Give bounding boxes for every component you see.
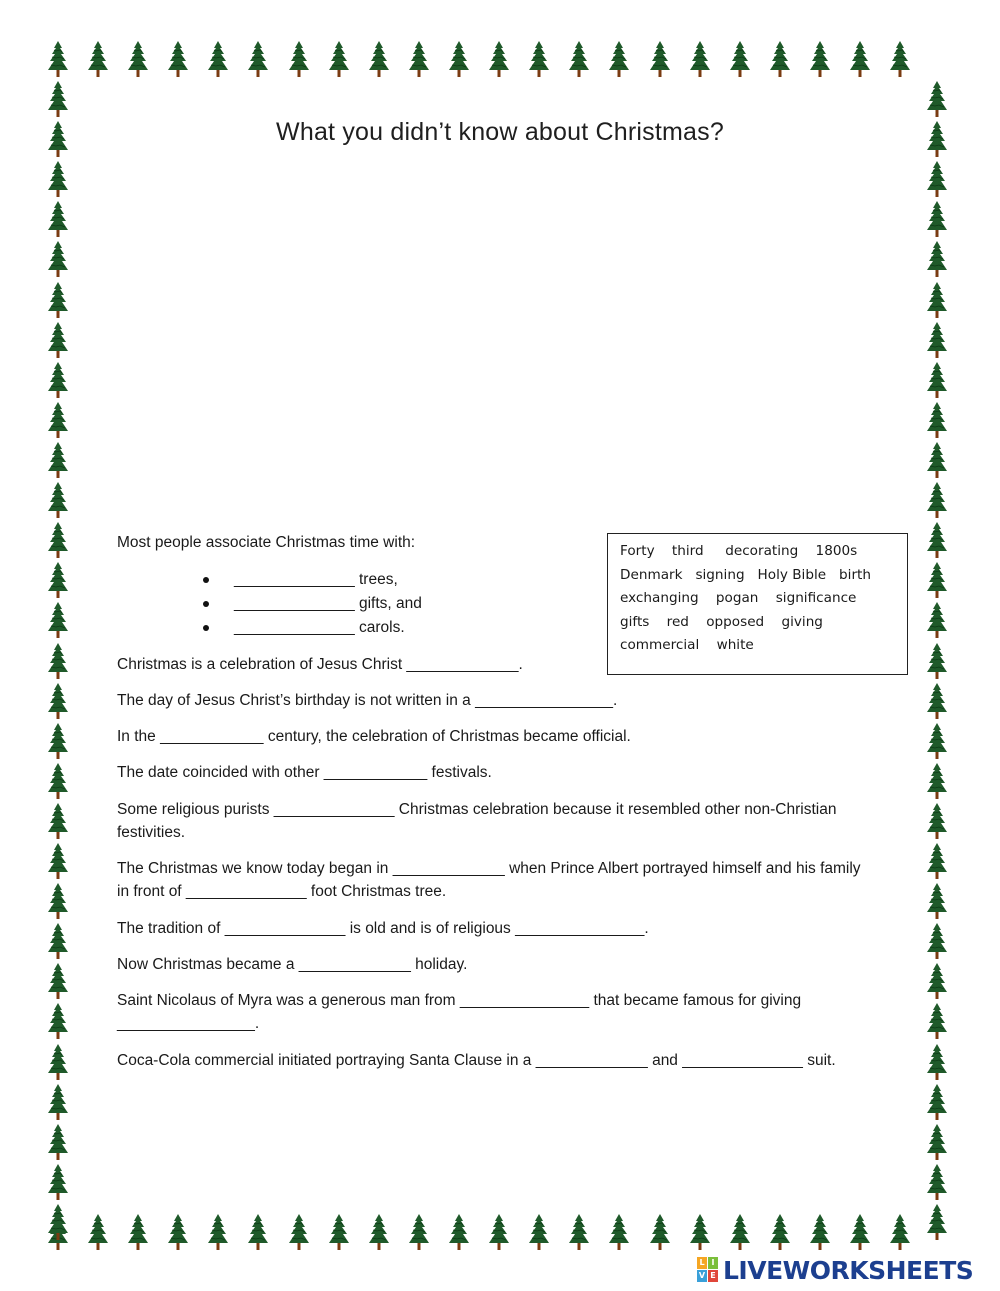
christmas-tree-icon — [927, 81, 947, 117]
logo-text: LIVEWORKSHEETS — [723, 1255, 974, 1285]
christmas-tree-icon — [927, 241, 947, 277]
word-bank-line: gifts red opposed giving — [620, 614, 823, 630]
christmas-tree-icon — [690, 1214, 710, 1250]
christmas-tree-icon — [569, 1214, 589, 1250]
christmas-tree-icon — [927, 1044, 947, 1080]
christmas-tree-icon — [890, 1214, 910, 1250]
christmas-tree-icon — [850, 1214, 870, 1250]
christmas-tree-icon — [927, 843, 947, 879]
christmas-tree-icon — [248, 1214, 268, 1250]
bullet-text: ______________ gifts, and — [234, 595, 422, 612]
bullet-dot — [203, 625, 209, 631]
christmas-tree-icon — [609, 1214, 629, 1250]
christmas-tree-icon — [927, 442, 947, 478]
bullet-text: ______________ carols. — [234, 619, 405, 636]
bullet-dot — [203, 601, 209, 607]
christmas-tree-icon — [48, 1204, 68, 1240]
christmas-tree-icon — [409, 41, 429, 77]
christmas-tree-icon — [48, 442, 68, 478]
bullet-dot — [203, 577, 209, 583]
christmas-tree-icon — [810, 41, 830, 77]
word-bank-line: Forty third decorating 1800s — [620, 543, 858, 559]
christmas-tree-icon — [289, 41, 309, 77]
christmas-tree-icon — [48, 643, 68, 679]
bullet-text: ______________ trees, — [234, 571, 398, 588]
christmas-tree-icon — [48, 1003, 68, 1039]
christmas-tree-icon — [48, 923, 68, 959]
sentence-1: Christmas is a celebration of Jesus Christ _____________. — [117, 656, 523, 673]
christmas-tree-icon — [927, 362, 947, 398]
christmas-tree-icon — [369, 1214, 389, 1250]
christmas-tree-icon — [48, 883, 68, 919]
christmas-tree-icon — [770, 41, 790, 77]
christmas-tree-icon — [927, 883, 947, 919]
christmas-tree-icon — [369, 41, 389, 77]
sentence-4: The date coincided with other ____________ festivals. — [117, 764, 492, 781]
christmas-tree-icon — [890, 41, 910, 77]
christmas-tree-icon — [927, 482, 947, 518]
christmas-tree-icon — [48, 362, 68, 398]
christmas-tree-icon — [168, 41, 188, 77]
christmas-tree-icon — [48, 522, 68, 558]
christmas-tree-icon — [927, 322, 947, 358]
christmas-tree-icon — [128, 1214, 148, 1250]
christmas-tree-icon — [449, 1214, 469, 1250]
christmas-tree-icon — [48, 963, 68, 999]
christmas-tree-icon — [48, 562, 68, 598]
christmas-tree-icon — [927, 1164, 947, 1200]
christmas-tree-icon — [48, 241, 68, 277]
sentence-10: Coca-Cola commercial initiated portraying Santa Clause in a _____________ and ______________ suit. — [117, 1052, 836, 1069]
christmas-tree-icon — [208, 1214, 228, 1250]
christmas-tree-icon — [810, 1214, 830, 1250]
christmas-tree-icon — [449, 41, 469, 77]
christmas-tree-icon — [48, 843, 68, 879]
christmas-tree-icon — [48, 161, 68, 197]
sentence-9: Saint Nicolaus of Myra was a generous man from _______________ that became famous for giving ________________. — [117, 992, 806, 1032]
christmas-tree-icon — [569, 41, 589, 77]
christmas-tree-icon — [208, 41, 228, 77]
christmas-tree-icon — [489, 1214, 509, 1250]
sentence-3: In the ____________ century, the celebration of Christmas became official. — [117, 728, 631, 745]
word-bank-line: commercial white — [620, 637, 754, 653]
christmas-tree-icon — [48, 322, 68, 358]
christmas-tree-icon — [927, 763, 947, 799]
christmas-tree-icon — [927, 963, 947, 999]
christmas-tree-icon — [48, 482, 68, 518]
christmas-tree-icon — [48, 763, 68, 799]
christmas-tree-icon — [927, 1003, 947, 1039]
christmas-tree-icon — [48, 201, 68, 237]
christmas-tree-icon — [48, 723, 68, 759]
christmas-tree-icon — [48, 683, 68, 719]
christmas-tree-icon — [48, 803, 68, 839]
christmas-tree-icon — [88, 41, 108, 77]
christmas-tree-icon — [927, 522, 947, 558]
christmas-tree-icon — [529, 41, 549, 77]
christmas-tree-icon — [927, 1204, 947, 1240]
christmas-tree-icon — [48, 1044, 68, 1080]
christmas-tree-icon — [690, 41, 710, 77]
christmas-tree-icon — [48, 41, 68, 77]
christmas-tree-icon — [927, 683, 947, 719]
page-title: What you didn’t know about Christmas? — [276, 118, 724, 146]
christmas-tree-icon — [289, 1214, 309, 1250]
christmas-tree-icon — [850, 41, 870, 77]
christmas-tree-icon — [650, 1214, 670, 1250]
sentence-7: The tradition of ______________ is old and is of religious _______________. — [117, 920, 649, 937]
christmas-tree-icon — [927, 562, 947, 598]
liveworksheets-logo[interactable] — [697, 1255, 973, 1285]
christmas-tree-icon — [168, 1214, 188, 1250]
christmas-tree-icon — [927, 643, 947, 679]
christmas-tree-icon — [48, 1124, 68, 1160]
christmas-tree-icon — [48, 282, 68, 318]
christmas-tree-icon — [248, 41, 268, 77]
christmas-tree-icon — [650, 41, 670, 77]
christmas-tree-icon — [48, 402, 68, 438]
christmas-tree-icon — [609, 41, 629, 77]
christmas-tree-icon — [409, 1214, 429, 1250]
christmas-tree-icon — [489, 41, 509, 77]
christmas-tree-icon — [927, 723, 947, 759]
christmas-tree-icon — [927, 1124, 947, 1160]
christmas-tree-icon — [927, 402, 947, 438]
word-bank-line: Denmark signing Holy Bible birth — [620, 567, 871, 583]
word-bank — [607, 533, 908, 675]
christmas-tree-icon — [529, 1214, 549, 1250]
christmas-tree-icon — [927, 282, 947, 318]
sentence-2: The day of Jesus Christ’s birthday is not written in a ________________. — [117, 692, 618, 709]
intro-text: Most people associate Christmas time with: — [117, 534, 416, 551]
christmas-tree-icon — [927, 1084, 947, 1120]
christmas-tree-icon — [48, 1084, 68, 1120]
sentence-5: Some religious purists ______________ Christmas celebration because it resembled other non-Christian festivities. — [117, 801, 841, 841]
christmas-tree-icon — [329, 41, 349, 77]
christmas-tree-icon — [730, 1214, 750, 1250]
christmas-tree-icon — [88, 1214, 108, 1250]
christmas-tree-icon — [927, 803, 947, 839]
christmas-tree-icon — [927, 201, 947, 237]
christmas-tree-icon — [329, 1214, 349, 1250]
christmas-tree-icon — [48, 1164, 68, 1200]
christmas-tree-icon — [927, 923, 947, 959]
christmas-tree-icon — [128, 41, 148, 77]
christmas-tree-icon — [48, 602, 68, 638]
word-bank-line: exchanging pogan significance — [620, 590, 857, 606]
christmas-tree-icon — [770, 1214, 790, 1250]
christmas-tree-icon — [927, 602, 947, 638]
christmas-tree-icon — [48, 81, 68, 117]
logo-mark-icon: L I V E — [697, 1257, 719, 1283]
christmas-tree-icon — [927, 161, 947, 197]
christmas-tree-icon — [730, 41, 750, 77]
sentence-8: Now Christmas became a _____________ holiday. — [117, 956, 468, 973]
sentence-6: The Christmas we know today began in _____________ when Prince Albert portrayed himself and his family in front of ______________ foot Christmas tree. — [117, 860, 865, 900]
